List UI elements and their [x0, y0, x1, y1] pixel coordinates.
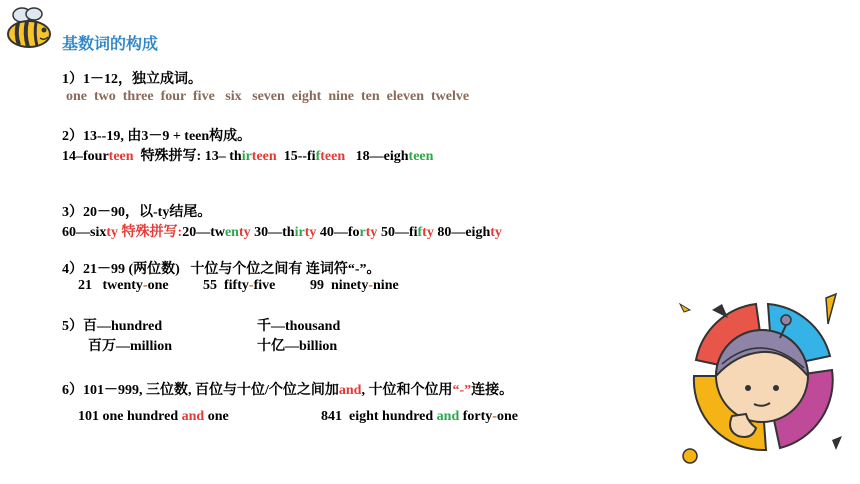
example-99: 99 ninety-nine	[310, 278, 399, 293]
example-21: 21 twenty-one	[78, 278, 169, 293]
rule-6: 6）101－999, 三位数, 百位与十位/个位之间加and, 十位和个位用“-”连接。	[62, 383, 514, 398]
hundred: 5）百—hundred	[62, 319, 163, 334]
numbers-1-12: one two three four five six seven eight nine ten eleven twelve	[66, 89, 470, 104]
ty-examples: 60—sixty 特殊拼写:20—twenty 30—thirty 40—forty 50—fifty 80—eighty	[62, 225, 502, 240]
billion: 十亿—billion	[257, 339, 338, 354]
rule-3: 3）20－90，以-ty结尾。	[62, 205, 212, 220]
page-title: 基数词的构成	[62, 34, 159, 53]
example-101: 101 one hundred and one	[78, 409, 229, 424]
teen-examples: 14–fourteen 特殊拼写: 13– thirteen 15--fifteen 18—eighteen	[62, 149, 434, 164]
rule-2: 2）13--19, 由3－9 + teen构成。	[62, 129, 252, 144]
rule-1: 1）1－12，独立成词。	[62, 72, 202, 87]
example-841: 841 eight hundred and forty-one	[321, 409, 518, 424]
thousand: 千—thousand	[257, 319, 341, 334]
bee-icon	[4, 6, 56, 50]
example-55: 55 fifty-five	[203, 278, 276, 293]
thinking-mascot-illustration	[676, 290, 852, 466]
million: 百万—million	[88, 339, 173, 354]
rule-4: 4）21－99 (两位数) 十位与个位之间有 连词符“-”。	[62, 262, 381, 277]
